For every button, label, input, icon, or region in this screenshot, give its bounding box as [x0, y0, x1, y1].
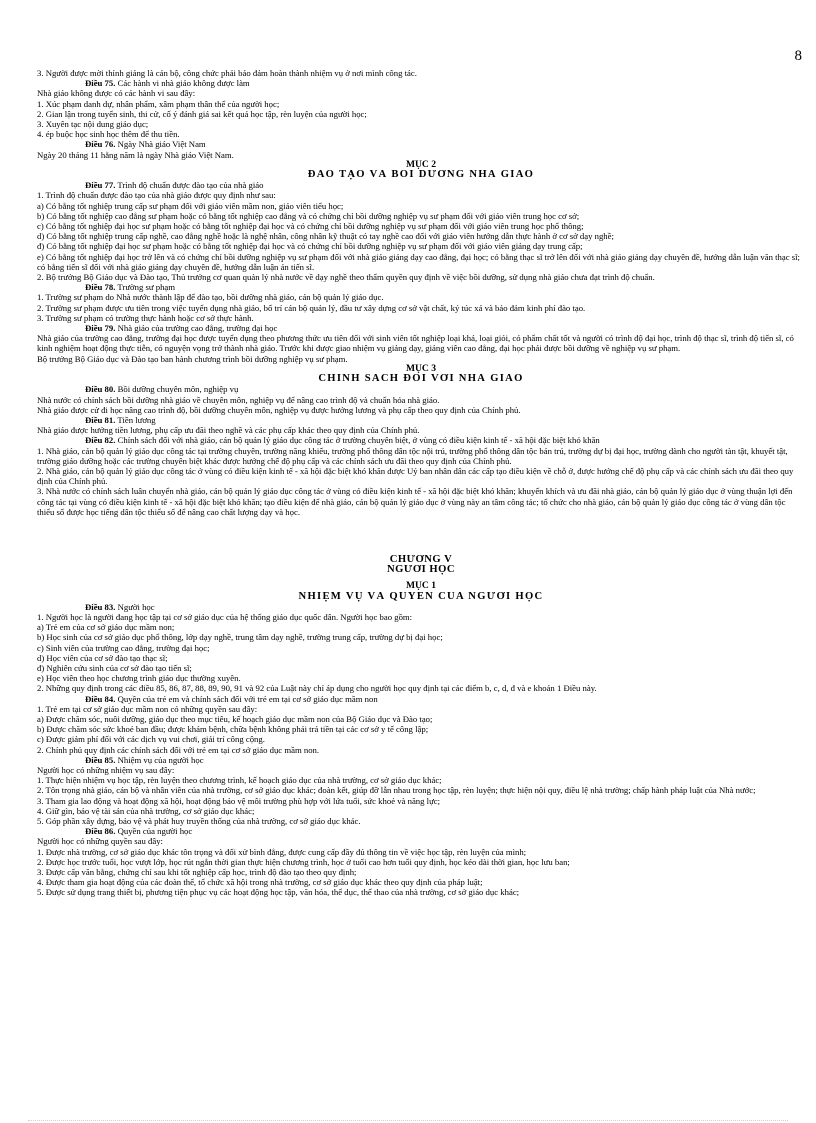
paragraph: 3. Người được mời thỉnh giảng là cán bộ, công chức phải bảo đảm hoàn thành nhiệm vụ ở nơi mình công tác.	[37, 68, 417, 78]
article-title: Quyền của trẻ em và chính sách đối với trẻ em tại cơ sở giáo dục mầm non	[115, 693, 378, 704]
article-number: Điều 83.	[85, 601, 116, 612]
article-title: Trình độ chuẩn được đào tạo của nhà giáo	[115, 180, 264, 191]
article-heading	[37, 323, 805, 333]
article-number: Điều 77.	[85, 180, 116, 191]
document-body	[37, 68, 805, 898]
paragraph: 1. Thực hiện nhiệm vụ học tập, rèn luyện theo chương trình, kế hoạch giáo dục của nhà trường, cơ sở giáo dục khác;	[37, 775, 442, 786]
paragraph: b) Có bằng tốt nghiệp cao đẳng sư phạm hoặc có bằng tốt nghiệp cao đẳng và có chứng chỉ bồi dưỡng nghiệp vụ sư phạm đối với giáo viên trung học cơ sở;	[37, 210, 580, 221]
section-label: MỤC 2	[405, 159, 437, 170]
paragraph: 5. Góp phần xây dựng, bảo vệ và phát huy truyền thống của nhà trường, cơ sở giáo dục khác.	[37, 816, 361, 827]
paragraph: d) Học viên của cơ sở đào tạo thạc sĩ;	[37, 652, 168, 663]
paragraph: Nhà giáo được cử đi học nâng cao trình độ, bồi dưỡng chuyên môn, nghiệp vụ được hưởng lương và phụ cấp theo quy định của Chính phủ.	[37, 404, 521, 415]
section-title: CHÍNH SÁCH ĐỐI VỚI NHÀ GIÁO	[318, 374, 524, 385]
paragraph: d) Có bằng tốt nghiệp trung cấp nghề, cao đẳng nghề hoặc là nghệ nhân, công nhân kỹ thuật có tay nghề cao đối với giáo viên hướng dẫn thực hành ở cơ sở dạy nghề;	[37, 231, 614, 242]
article-heading	[37, 180, 805, 190]
paragraph: 4. Được tham gia hoạt động của các đoàn thể, tổ chức xã hội trong nhà trường, cơ sở giáo dục khác theo quy định của pháp luật;	[37, 877, 483, 888]
paragraph: 3. Tham gia lao động và hoạt động xã hội, hoạt động bảo vệ môi trường phù hợp với lứa tuổi, sức khoẻ và năng lực;	[37, 795, 441, 806]
paragraph: c) Được giảm phí đối với các dịch vụ vui chơi, giải trí công cộng.	[37, 734, 265, 745]
paragraph: c) Có bằng tốt nghiệp đại học sư phạm hoặc có bằng tốt nghiệp đại học và có chứng chỉ bồi dưỡng nghiệp vụ sư phạm đối với giáo viên trung học phổ thông;	[37, 221, 584, 232]
paragraph: 2. Được học trước tuổi, học vượt lớp, học rút ngắn thời gian thực hiện chương trình, học ở tuổi cao hơn tuổi quy định, học kéo dài thời gian, học lưu ban;	[37, 856, 570, 867]
paragraph: 2. Nhà giáo, cán bộ quản lý giáo dục công tác ở vùng có điều kiện kinh tế - xã hội đặc biệt khó khăn được Uỷ ban nhân dân các cấp tạo điều kiện về chỗ ở, được hưởng chế độ phụ cấp và các chính sách ưu đãi theo quy định của Chính phủ.	[37, 465, 794, 487]
article-title: Tiền lương	[115, 414, 156, 425]
article-number: Điều 81.	[85, 414, 116, 425]
article-number: Điều 79.	[85, 323, 116, 334]
article-heading	[37, 602, 805, 612]
article-title: Người học	[115, 601, 155, 612]
article-heading	[37, 282, 805, 292]
section-label: MỤC 1	[405, 581, 437, 592]
article-title: Các hành vi nhà giáo không được làm	[115, 78, 250, 89]
article-number: Điều 76.	[85, 139, 116, 150]
paragraph: Nhà giáo không được có các hành vi sau đây:	[37, 88, 196, 99]
paragraph: e) Học viên theo học chương trình giáo dục thường xuyên.	[37, 673, 241, 684]
paragraph: a) Có bằng tốt nghiệp trung cấp sư phạm đối với giáo viên mầm non, giáo viên tiểu học;	[37, 200, 344, 211]
paragraph: 4. Giữ gìn, bảo vệ tài sản của nhà trường, cơ sở giáo dục khác;	[37, 805, 255, 816]
article-heading	[37, 694, 805, 704]
article-title: Chính sách đối với nhà giáo, cán bộ quản lý giáo dục công tác ở trường chuyên biệt, ở vùng có điều kiện kinh tế - xã hội đặc biệt khó khăn	[115, 435, 600, 446]
paragraph: Ngày 20 tháng 11 hằng năm là ngày Nhà giáo Việt Nam.	[37, 149, 234, 160]
paragraph: 1. Nhà giáo, cán bộ quản lý giáo dục công tác tại trường chuyên, trường năng khiếu, trường phổ thông dân tộc nội trú, trường phổ thông dân tộc bán trú, trường dự bị đại học, trường dành cho người tàn tật, khuyết tật, trường giáo dưỡng hoặc các trường chuyên biệt khác được hưởng chế độ phụ cấp và các chính sách ưu đãi theo quy định của Chính phủ.	[37, 445, 788, 466]
article-title: Bồi dưỡng chuyên môn, nghiệp vụ	[115, 384, 239, 395]
article-number: Điều 85.	[85, 754, 116, 765]
article-title: Nhà giáo của trường cao đẳng, trường đại học	[115, 323, 278, 334]
paragraph: Người học có những quyền sau đây:	[37, 836, 163, 847]
section-title: NHIỆM VỤ VÀ QUYỀN CỦA NGƯỜI HỌC	[298, 591, 544, 602]
paragraph: 1. Được nhà trường, cơ sở giáo dục khác tôn trọng và đối xử bình đẳng, được cung cấp đầy đủ thông tin về việc học tập, rèn luyện của mình;	[37, 846, 527, 857]
chapter-heading: CHƯƠNG V	[389, 554, 453, 565]
article-heading	[37, 826, 805, 836]
article-number: Điều 75.	[85, 78, 116, 89]
chapter-heading: NGƯỜI HỌC	[387, 565, 455, 576]
paragraph: 2. Gian lận trong tuyển sinh, thi cử, cố ý đánh giá sai kết quả học tập, rèn luyện của người học;	[37, 108, 367, 119]
paragraph: 3. Nhà nước có chính sách luân chuyển nhà giáo, cán bộ quản lý giáo dục công tác ở vùng có điều kiện kinh tế - xã hội đặc biệt khó khăn; khuyến khích và ưu đãi nhà giáo, cán bộ quản lý giáo dục ở vùng thuận lợi đến công tác tại vùng có điều kiện kinh tế - xã hội đặc biệt khó khăn; tạo điều kiện để nhà giáo, cán bộ quản lý giáo dục ở vùng này an tâm công tác; tổ chức cho nhà giáo, cán bộ quản lý giáo dục công tác ở vùng dân tộc thiểu số được học tiếng dân tộc thiểu số để nâng cao chất lượng dạy và học.	[37, 486, 793, 517]
article-heading	[37, 415, 805, 425]
article-heading	[37, 755, 805, 765]
paragraph: e) Có bằng tốt nghiệp đại học trở lên và có chứng chỉ bồi dưỡng nghiệp vụ sư phạm đối với nhà giáo giảng dạy cao đẳng, đại học; có bằng thạc sĩ trở lên đối với nhà giáo giảng dạy chuyên đề, hướng dẫn luận văn thạc sĩ; có bằng tiến sĩ đối với nhà giáo giảng dạy chuyên đề, hướng dẫn luận án tiến sĩ.	[37, 251, 800, 272]
paragraph: b) Được chăm sóc sức khoẻ ban đầu; được khám bệnh, chữa bệnh không phải trả tiền tại các cơ sở y tế công lập;	[37, 724, 429, 735]
paragraph: 1. Xúc phạm danh dự, nhân phẩm, xâm phạm thân thể của người học;	[37, 98, 280, 109]
section-label: MỤC 3	[405, 363, 437, 374]
paragraph: a) Trẻ em của cơ sở giáo dục mầm non;	[37, 622, 175, 633]
article-number: Điều 82.	[85, 435, 116, 446]
article-title: Nhiệm vụ của người học	[115, 754, 204, 765]
article-title: Ngày Nhà giáo Việt Nam	[115, 139, 206, 150]
article-title: Quyền của người học	[115, 826, 193, 837]
paragraph: đ) Có bằng tốt nghiệp đại học sư phạm hoặc có bằng tốt nghiệp đại học và có chứng chỉ bồi dưỡng nghiệp vụ sư phạm đối với giáo viên giảng dạy trung cấp;	[37, 241, 583, 252]
paragraph: 3. Được cấp văn bằng, chứng chỉ sau khi tốt nghiệp cấp học, trình độ đào tạo theo quy định;	[37, 867, 357, 878]
article-heading	[37, 435, 805, 445]
paragraph: 3. Trường sư phạm có trường thực hành hoặc cơ sở thực hành.	[37, 312, 254, 323]
article-title: Trường sư phạm	[115, 282, 176, 293]
paragraph: Người học có những nhiệm vụ sau đây:	[37, 765, 175, 775]
page-number: 8	[794, 48, 802, 64]
paragraph: 4. ép buộc học sinh học thêm để thu tiền.	[37, 129, 180, 140]
paragraph: 5. Được sử dụng trang thiết bị, phương tiện phục vụ các hoạt động học tập, văn hóa, thể dục, thể thao của nhà trường, cơ sở giáo dục khác;	[37, 887, 520, 898]
paragraph: a) Được chăm sóc, nuôi dưỡng, giáo dục theo mục tiêu, kế hoạch giáo dục mầm non của Bộ Giáo dục và Đào tạo;	[37, 713, 433, 724]
paragraph: 2. Chính phủ quy định các chính sách đối với trẻ em tại cơ sở giáo dục mầm non.	[37, 744, 320, 755]
paragraph: 2. Những quy định trong các điều 85, 86, 87, 88, 89, 90, 91 và 92 của Luật này chỉ áp dụng cho người học quy định tại các điểm b, c, d, đ và e khoản 1 Điều này.	[37, 683, 597, 694]
article-heading	[37, 139, 805, 149]
page-bottom-border	[28, 1120, 788, 1121]
paragraph: đ) Nghiên cứu sinh của cơ sở đào tạo tiến sĩ;	[37, 662, 192, 673]
paragraph: 2. Bộ trưởng Bộ Giáo dục và Đào tạo, Thủ trưởng cơ quan quản lý nhà nước về dạy nghề theo thẩm quyền quy định về việc bồi dưỡng, sử dụng nhà giáo chưa đạt trình độ chuẩn.	[37, 272, 655, 283]
paragraph: 2. Trường sư phạm được ưu tiên trong việc tuyển dụng nhà giáo, bố trí cán bộ quản lý, đầu tư xây dựng cơ sở vật chất, ký túc xá và bảo đảm kinh phí đào tạo.	[37, 302, 586, 313]
article-number: Điều 78.	[85, 282, 116, 293]
article-heading	[37, 78, 805, 88]
paragraph: 2. Tôn trọng nhà giáo, cán bộ và nhân viên của nhà trường, cơ sở giáo dục khác; đoàn kết, giúp đỡ lẫn nhau trong học tập, rèn luyện; thực hiện nội quy, điều lệ nhà trường; chấp hành pháp luật của Nhà nước;	[37, 785, 756, 796]
spacer	[37, 517, 805, 555]
article-number: Điều 84.	[85, 693, 116, 704]
section-title: ĐÀO TẠO VÀ BỒI DƯỠNG NHÀ GIÁO	[307, 170, 535, 181]
paragraph: 3. Xuyên tạc nội dung giáo dục;	[37, 119, 149, 130]
paragraph: 1. Trẻ em tại cơ sở giáo dục mầm non có những quyền sau đây:	[37, 703, 258, 714]
paragraph: c) Sinh viên của trường cao đẳng, trường đại học;	[37, 642, 210, 653]
paragraph: 1. Trình độ chuẩn được đào tạo của nhà giáo được quy định như sau:	[37, 190, 276, 201]
paragraph: Nhà giáo của trường cao đẳng, trường đại học được tuyển dụng theo phương thức ưu tiên đối với sinh viên tốt nghiệp loại khá, loại giỏi, có phẩm chất tốt và người có trình độ đại học, trình độ thạc sĩ, trình độ tiến sĩ, có kinh nghiệm hoạt động thực tiễn, có nguyện vọng trở thành nhà giáo. Trước khi được giao nhiệm vụ giảng dạy, giảng viên cao đẳng, đại học phải được bồi dưỡng về nghiệp vụ sư phạm.	[37, 333, 794, 354]
paragraph: Bộ trưởng Bộ Giáo dục và Đào tạo ban hành chương trình bồi dưỡng nghiệp vụ sư phạm.	[37, 353, 348, 364]
article-number: Điều 80.	[85, 384, 116, 395]
paragraph: b) Học sinh của cơ sở giáo dục phổ thông, lớp dạy nghề, trung tâm dạy nghề, trường trung cấp, trường dự bị đại học;	[37, 632, 443, 643]
article-number: Điều 86.	[85, 826, 116, 837]
paragraph: 1. Trường sư phạm do Nhà nước thành lập để đào tạo, bồi dưỡng nhà giáo, cán bộ quản lý giáo dục.	[37, 292, 384, 303]
paragraph: 1. Người học là người đang học tập tại cơ sở giáo dục của hệ thống giáo dục quốc dân. Người học bao gồm:	[37, 611, 413, 622]
paragraph: Nhà nước có chính sách bồi dưỡng nhà giáo về chuyên môn, nghiệp vụ để nâng cao trình độ và chuẩn hóa nhà giáo.	[37, 394, 440, 405]
paragraph: Nhà giáo được hưởng tiền lương, phụ cấp ưu đãi theo nghề và các phụ cấp khác theo quy định của Chính phủ.	[37, 425, 420, 436]
article-heading	[37, 384, 805, 394]
